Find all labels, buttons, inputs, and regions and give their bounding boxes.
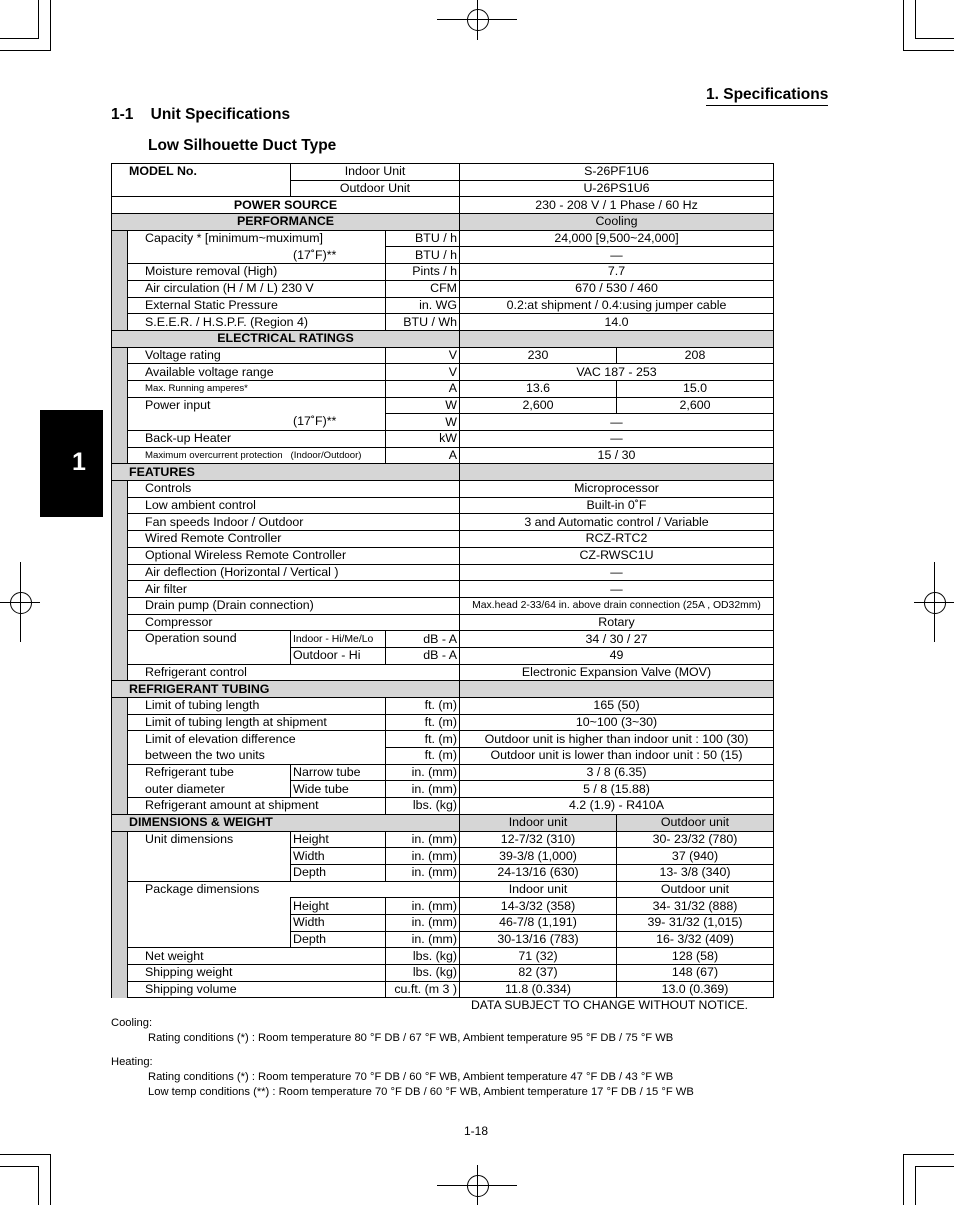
spec-unit: in. (mm) <box>386 764 460 781</box>
power-source-row <box>112 197 774 214</box>
spec-value: 10~100 (3~30) <box>460 714 774 731</box>
model-label: MODEL No. <box>112 164 291 197</box>
spec-value: VAC 187 - 253 <box>460 364 774 381</box>
spec-unit: CFM <box>386 280 460 297</box>
spec-unit: A <box>386 447 460 464</box>
table-row <box>112 431 774 448</box>
spec-unit: in. (mm) <box>386 848 460 865</box>
table-row <box>112 364 774 381</box>
spec-value: 3 / 8 (6.35) <box>460 764 774 781</box>
spec-name: Air deflection (Horizontal / Vertical ) <box>128 564 460 581</box>
spec-name: Limit of tubing length at shipment <box>128 714 386 731</box>
spec-value: Built-in 0˚F <box>460 497 774 514</box>
spec-unit: Pints / h <box>386 264 460 281</box>
spec-value: — <box>460 414 774 431</box>
heating-rating-note: Rating conditions (*) : Room temperature 70 °F DB / 60 °F WB, Ambient temperature 47 °F DB / 43 °F WB <box>148 1071 674 1083</box>
spec-unit: kW <box>386 431 460 448</box>
electrical-header: ELECTRICAL RATINGS <box>112 330 460 347</box>
table-row <box>112 781 774 798</box>
table-row <box>112 297 774 314</box>
spec-name: between the two units <box>128 748 386 765</box>
spec-name: Package dimensions <box>128 881 460 898</box>
spec-value: — <box>460 581 774 598</box>
performance-mode: Cooling <box>460 214 774 231</box>
spec-value-outdoor: 13- 3/8 (340) <box>617 864 774 881</box>
table-row <box>112 631 774 648</box>
spec-value: RCZ-RTC2 <box>460 531 774 548</box>
table-row <box>112 698 774 715</box>
table-row <box>112 597 774 614</box>
table-row <box>112 514 774 531</box>
spec-value-230: 13.6 <box>460 380 617 397</box>
spec-value-outdoor: 13.0 (0.369) <box>617 981 774 998</box>
col-indoor: Indoor unit <box>460 881 617 898</box>
spec-value: — <box>460 564 774 581</box>
section-header-row <box>112 330 774 347</box>
spec-value-208: 15.0 <box>617 380 774 397</box>
table-row <box>112 280 774 297</box>
spec-subname: Height <box>291 898 386 915</box>
spec-value: 24,000 [9,500~24,000] <box>460 230 774 247</box>
power-source-value: 230 - 208 V / 1 Phase / 60 Hz <box>460 197 774 214</box>
table-row <box>112 531 774 548</box>
page-subtitle: Low Silhouette Duct Type <box>148 137 337 154</box>
spec-unit: W <box>386 397 460 414</box>
spec-name: Net weight <box>128 948 386 965</box>
spec-value: Max.head 2-33/64 in. above drain connection (25A , OD32mm) <box>460 597 774 614</box>
table-row <box>112 898 774 915</box>
outdoor-model: U-26PS1U6 <box>460 180 774 197</box>
spec-name: Power input <box>128 397 386 414</box>
spec-subname: Depth <box>291 931 386 948</box>
spec-name: Limit of elevation difference <box>128 731 386 748</box>
section-header-row <box>112 464 774 481</box>
table-row <box>112 948 774 965</box>
spec-value: 34 / 30 / 27 <box>460 631 774 648</box>
spec-name: Available voltage range <box>128 364 386 381</box>
table-row <box>112 581 774 598</box>
spec-value: Outdoor unit is lower than indoor unit : 50 (15) <box>460 748 774 765</box>
spec-name: Refrigerant control <box>128 664 460 681</box>
spec-name: S.E.E.R. / H.S.P.F. (Region 4) <box>128 314 386 331</box>
spec-name: Wired Remote Controller <box>128 531 460 548</box>
spec-value: CZ-RWSC1U <box>460 547 774 564</box>
spec-subname: Outdoor - Hi <box>291 647 386 664</box>
spec-subname: Narrow tube <box>291 764 386 781</box>
spec-name: Fan speeds Indoor / Outdoor <box>128 514 460 531</box>
table-row <box>112 497 774 514</box>
spec-unit: dB - A <box>386 647 460 664</box>
spec-value-indoor: 24-13/16 (630) <box>460 864 617 881</box>
spec-value: 4.2 (1.9) - R410A <box>460 798 774 815</box>
spec-unit: in. (mm) <box>386 898 460 915</box>
spec-name-blank <box>128 898 291 948</box>
table-row <box>112 547 774 564</box>
spec-name: Shipping weight <box>128 965 386 982</box>
spec-unit: in. (mm) <box>386 914 460 931</box>
spec-name: Air filter <box>128 581 460 598</box>
section-sidebar <box>112 347 128 464</box>
section-heading: 1-1 Unit Specifications <box>111 106 291 123</box>
header-filler <box>460 681 774 698</box>
spec-unit: in. (mm) <box>386 831 460 848</box>
col-outdoor: Outdoor unit <box>617 881 774 898</box>
table-row <box>112 347 774 364</box>
spec-unit: in. (mm) <box>386 864 460 881</box>
features-header: FEATURES <box>112 464 460 481</box>
outdoor-unit-label: Outdoor Unit <box>291 180 460 197</box>
spec-subname: Height <box>291 831 386 848</box>
spec-name: outer diameter <box>128 781 291 798</box>
spec-value: 165 (50) <box>460 698 774 715</box>
spec-unit: lbs. (kg) <box>386 948 460 965</box>
col-outdoor: Outdoor unit <box>617 814 774 831</box>
spec-name: Controls <box>128 481 460 498</box>
spec-value-indoor: 14-3/32 (358) <box>460 898 617 915</box>
spec-subname: Wide tube <box>291 781 386 798</box>
spec-value: 0.2:at shipment / 0.4:using jumper cable <box>460 297 774 314</box>
spec-unit: A <box>386 380 460 397</box>
table-row <box>112 981 774 998</box>
spec-name: (17˚F)** <box>128 247 386 264</box>
spec-unit: ft. (m) <box>386 748 460 765</box>
spec-value: 3 and Automatic control / Variable <box>460 514 774 531</box>
header-filler <box>460 464 774 481</box>
spec-name: External Static Pressure <box>128 297 386 314</box>
spec-subname: Depth <box>291 864 386 881</box>
section-sidebar <box>112 230 128 330</box>
spec-name: Limit of tubing length <box>128 698 386 715</box>
spec-value: 49 <box>460 647 774 664</box>
spec-name: Voltage rating <box>128 347 386 364</box>
power-source-label: POWER SOURCE <box>112 197 460 214</box>
spec-name: Back-up Heater <box>128 431 386 448</box>
spec-value-indoor: 39-3/8 (1,000) <box>460 848 617 865</box>
page-number: 1-18 <box>464 1124 489 1138</box>
section-sidebar <box>112 698 128 815</box>
table-row <box>112 230 774 247</box>
col-indoor: Indoor unit <box>460 814 617 831</box>
spec-unit: W <box>386 414 460 431</box>
section-sidebar <box>112 831 128 998</box>
chapter-tab <box>40 410 103 517</box>
spec-name: Low ambient control <box>128 497 460 514</box>
spec-name: Moisture removal (High) <box>128 264 386 281</box>
spec-value: Outdoor unit is higher than indoor unit : 100 (30) <box>460 731 774 748</box>
chapter-tab-number: 1 <box>72 448 86 476</box>
spec-value-230: 2,600 <box>460 397 617 414</box>
spec-value: 5 / 8 (15.88) <box>460 781 774 798</box>
table-row <box>112 447 774 464</box>
spec-value: — <box>460 431 774 448</box>
spec-value-208: 2,600 <box>617 397 774 414</box>
spec-unit: in. WG <box>386 297 460 314</box>
spec-name: Optional Wireless Remote Controller <box>128 547 460 564</box>
cooling-label: Cooling: <box>111 1017 153 1029</box>
spec-unit: V <box>386 364 460 381</box>
spec-unit: V <box>386 347 460 364</box>
spec-unit: dB - A <box>386 631 460 648</box>
spec-value: — <box>460 247 774 264</box>
spec-value: 15 / 30 <box>460 447 774 464</box>
spec-unit: ft. (m) <box>386 698 460 715</box>
spec-table <box>111 163 774 998</box>
spec-unit: lbs. (kg) <box>386 798 460 815</box>
spec-value: Electronic Expansion Valve (MOV) <box>460 664 774 681</box>
table-row <box>112 414 774 431</box>
spec-unit: in. (mm) <box>386 931 460 948</box>
spec-value-outdoor: 39- 31/32 (1,015) <box>617 914 774 931</box>
section-sidebar <box>112 481 128 681</box>
table-row <box>112 798 774 815</box>
header-filler <box>460 330 774 347</box>
spec-name: Refrigerant amount at shipment <box>128 798 386 815</box>
section-header-row <box>112 681 774 698</box>
spec-value-208: 208 <box>617 347 774 364</box>
spec-unit: BTU / h <box>386 247 460 264</box>
table-row <box>112 264 774 281</box>
spec-value-indoor: 30-13/16 (783) <box>460 931 617 948</box>
spec-value: 7.7 <box>460 264 774 281</box>
spec-value-indoor: 82 (37) <box>460 965 617 982</box>
chapter-title: 1. Specifications <box>706 86 828 106</box>
table-row <box>112 965 774 982</box>
spec-value-indoor: 46-7/8 (1,191) <box>460 914 617 931</box>
spec-value: Rotary <box>460 614 774 631</box>
spec-value-outdoor: 16- 3/32 (409) <box>617 931 774 948</box>
spec-name: Maximum overcurrent protection (Indoor/Outdoor) <box>128 447 386 464</box>
spec-value-outdoor: 148 (67) <box>617 965 774 982</box>
spec-name: Refrigerant tube <box>128 764 291 781</box>
spec-value-230: 230 <box>460 347 617 364</box>
spec-value: 670 / 530 / 460 <box>460 280 774 297</box>
cooling-rating-note: Rating conditions (*) : Room temperature 80 °F DB / 67 °F WB, Ambient temperature 95 °F DB / 75 °F WB <box>148 1032 674 1044</box>
spec-name: Capacity * [minimum~muximum] <box>128 230 386 247</box>
table-row <box>112 614 774 631</box>
spec-value-outdoor: 128 (58) <box>617 948 774 965</box>
spec-unit: BTU / h <box>386 230 460 247</box>
spec-name: Operation sound <box>128 631 291 664</box>
table-row <box>112 664 774 681</box>
spec-value-indoor: 11.8 (0.334) <box>460 981 617 998</box>
spec-subname: Width <box>291 914 386 931</box>
model-row <box>112 164 774 181</box>
spec-unit: BTU / Wh <box>386 314 460 331</box>
spec-unit: ft. (m) <box>386 731 460 748</box>
indoor-unit-label: Indoor Unit <box>291 164 460 181</box>
spec-unit: lbs. (kg) <box>386 965 460 982</box>
spec-name: Unit dimensions <box>128 831 291 881</box>
spec-value: 14.0 <box>460 314 774 331</box>
table-row <box>112 748 774 765</box>
table-row <box>112 481 774 498</box>
spec-value-outdoor: 34- 31/32 (888) <box>617 898 774 915</box>
spec-name: (17˚F)** <box>128 414 386 431</box>
spec-name: Air circulation (H / M / L) 230 V <box>128 280 386 297</box>
spec-value-outdoor: 37 (940) <box>617 848 774 865</box>
spec-unit: in. (mm) <box>386 781 460 798</box>
spec-name: Compressor <box>128 614 460 631</box>
table-row <box>112 831 774 848</box>
spec-value-indoor: 12-7/32 (310) <box>460 831 617 848</box>
tubing-header: REFRIGERANT TUBING <box>112 681 460 698</box>
section-header-row <box>112 214 774 231</box>
heating-low-temp-note: Low temp conditions (**) : Room temperature 70 °F DB / 60 °F WB, Ambient temperature 17 °F DB / 15 °F WB <box>148 1086 694 1098</box>
table-row <box>112 380 774 397</box>
table-row <box>112 247 774 264</box>
spec-name: Shipping volume <box>128 981 386 998</box>
table-row <box>112 714 774 731</box>
table-row <box>112 314 774 331</box>
spec-subname: Width <box>291 848 386 865</box>
change-notice: DATA SUBJECT TO CHANGE WITHOUT NOTICE. <box>471 998 748 1012</box>
spec-name: Max. Running amperes* <box>128 380 386 397</box>
spec-unit: cu.ft. (m 3 ) <box>386 981 460 998</box>
section-header-row <box>112 814 774 831</box>
performance-header: PERFORMANCE <box>112 214 460 231</box>
spec-value: Microprocessor <box>460 481 774 498</box>
table-row <box>112 881 774 898</box>
heating-label: Heating: <box>111 1056 153 1068</box>
table-row <box>112 564 774 581</box>
spec-unit: ft. (m) <box>386 714 460 731</box>
indoor-model: S-26PF1U6 <box>460 164 774 181</box>
table-row <box>112 764 774 781</box>
spec-subname: Indoor - Hi/Me/Lo <box>291 631 386 648</box>
spec-value-indoor: 71 (32) <box>460 948 617 965</box>
dimensions-header: DIMENSIONS & WEIGHT <box>112 814 460 831</box>
table-row <box>112 397 774 414</box>
spec-value-outdoor: 30- 23/32 (780) <box>617 831 774 848</box>
table-row <box>112 731 774 748</box>
spec-name: Drain pump (Drain connection) <box>128 597 460 614</box>
